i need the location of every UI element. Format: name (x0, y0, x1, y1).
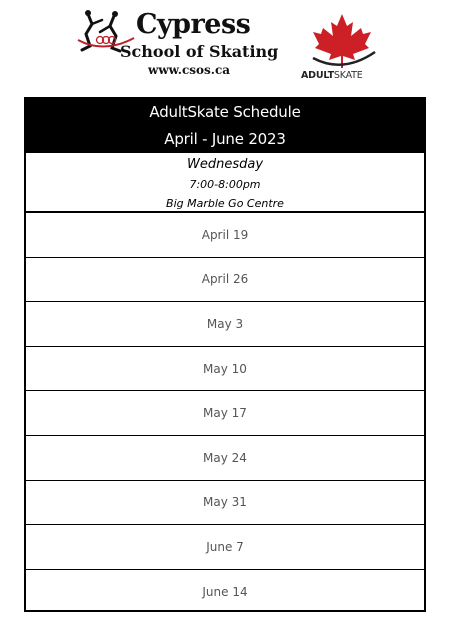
schedule-title-block (26, 99, 424, 153)
session-day: Wednesday (186, 157, 264, 172)
adultskate-wordmark (301, 70, 387, 82)
date-label: June 14 (202, 585, 248, 600)
session-info (26, 153, 424, 213)
date-row (26, 213, 424, 258)
session-time: 7:00-8:00pm (189, 178, 261, 191)
date-row (26, 347, 424, 392)
date-row (26, 436, 424, 481)
date-label: April 26 (201, 272, 249, 287)
csos-subtitle: School of Skating (120, 42, 279, 61)
maple-leaf-icon (307, 12, 377, 72)
date-label: June 7 (206, 539, 244, 554)
date-row (26, 481, 424, 526)
adultskate-wordmark-bold: ADULT (301, 70, 334, 81)
csos-logo (74, 9, 279, 82)
adultskate-logo (297, 12, 387, 84)
date-row (26, 258, 424, 303)
date-label: May 10 (203, 361, 247, 376)
date-row (26, 391, 424, 436)
date-row (26, 525, 424, 570)
date-row (26, 570, 424, 615)
schedule-table (24, 97, 426, 612)
date-label: May 3 (206, 316, 244, 331)
date-label: May 24 (203, 450, 247, 465)
adultskate-wordmark-light: SKATE (333, 70, 363, 81)
csos-url: www.csos.ca (148, 63, 231, 77)
schedule-period: April - June 2023 (164, 130, 286, 148)
date-label: May 17 (203, 406, 247, 421)
date-label: April 19 (201, 227, 249, 242)
csos-title: Cypress (136, 9, 251, 40)
session-venue: Big Marble Go Centre (166, 197, 284, 210)
date-row (26, 302, 424, 347)
page-header (0, 0, 449, 92)
schedule-title: AdultSkate Schedule (149, 103, 301, 121)
date-label: May 31 (203, 495, 247, 510)
